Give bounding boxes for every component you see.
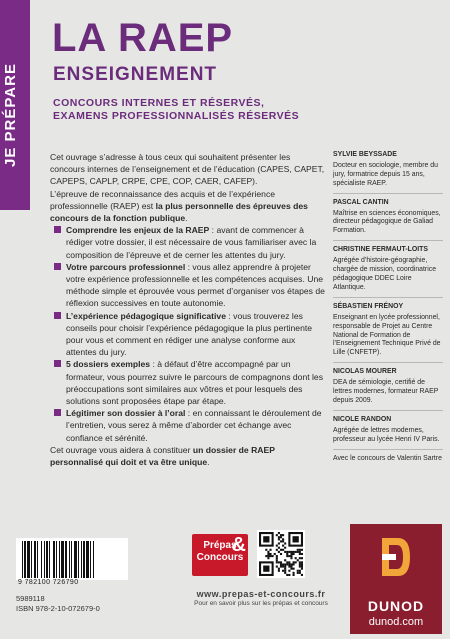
author-name: NICOLE RANDON — [333, 415, 392, 423]
feature-list — [50, 224, 325, 444]
outro-text-start: Cet ouvrage vous aidera à constituer — [50, 444, 193, 455]
author-bio: Agrégée d’histoire-géographie, chargée de mission, coordinatrice pédagogique DDEC Loire Atlantique. — [333, 257, 437, 291]
author-entry — [333, 246, 443, 293]
publisher-name: DUNOD — [367, 598, 425, 614]
feature-text: : vous allez apprendre à projeter votre expérience professionnelle et les compétences acquises. Une méthode simple et éprouvée vous permet d’organiser vos étapes de réflexion successives en toute autonomie. — [66, 261, 325, 309]
book-subtitle: ENSEIGNEMENT — [53, 64, 218, 85]
prepas-logo-line1: Prépas — [203, 540, 237, 551]
feature-item — [50, 224, 325, 261]
raep-text-end: . — [185, 213, 188, 224]
publisher-logo — [350, 524, 442, 634]
feature-item — [50, 261, 325, 310]
feature-title: Légitimer son dossier à l’oral — [66, 408, 186, 419]
author-divider — [333, 449, 443, 450]
author-divider — [333, 410, 443, 411]
book-tagline — [53, 97, 299, 123]
qr-code-modules — [257, 530, 305, 578]
author-bio: Enseignant en lycée professionnel, responsable de Projet au Centre National de Formation de l’Enseignement Technique Privé de Lille (CNFETP). — [333, 313, 441, 357]
author-name: SYLVIE BEYSSADE — [333, 151, 397, 158]
raep-text-bold: la plus personnelle des épreuves des concours de la fonction publique — [50, 200, 308, 224]
feature-title: Votre parcours professionnel — [66, 261, 186, 272]
prepas-logo-ampersand: & — [231, 534, 246, 556]
author-name: NICOLAS MOURER — [333, 368, 397, 376]
authors-column — [333, 151, 443, 467]
barcode-number: 9 782100 726790 — [18, 579, 79, 586]
barcode — [16, 538, 128, 580]
bullet-square-icon — [54, 312, 61, 319]
author-name: PASCAL CANTIN — [333, 198, 389, 206]
author-bio: Docteur en sociologie, membre du jury, formatrice depuis 15 ans, spécialiste RAEP. — [333, 161, 438, 187]
book-ref: 5989118 — [16, 594, 45, 603]
author-entry — [333, 416, 443, 445]
bullet-square-icon — [54, 226, 61, 233]
raep-paragraph — [50, 188, 325, 225]
author-divider — [333, 240, 443, 241]
feature-item — [50, 358, 325, 407]
description — [50, 151, 325, 468]
author-name: CHRISTINE FERMAUT-LOITS — [333, 246, 428, 254]
raep-text-start: L’épreuve de reconnaissance des acquis et de l’expérience professionnelle (RAEP) est — [50, 188, 276, 211]
feature-text: : avant de commencer à rédiger votre dossier, il est nécessaire de vous familiariser avec la composition de l’épreuve et de cerner les attentes du jury. — [66, 225, 317, 260]
contributor-note: Avec le concours de Valentin Sartre — [333, 454, 442, 462]
book-title: LA RAEP — [52, 16, 234, 60]
qr-code — [257, 530, 305, 578]
feature-item — [50, 310, 325, 359]
intro-paragraph: Cet ouvrage s’adresse à tous ceux qui souhaitent présenter les concours internes de l’enseignement et de l’éducation (CAPES, CAPET, CAPEPS, CAPLP, CRPE, CPE, COP, CAER, CAFEP). — [50, 152, 325, 187]
website-link[interactable]: www.prepas-et-concours.fr — [196, 589, 326, 599]
feature-text: : à défaut d’être accompagné par un formateur, vous pourrez suivre le parcours de compagnons dont les préoccupations sont similaires aux vôtres et pour lesquels des solutions sont proposées étape par étape. — [66, 359, 323, 407]
tagline-line-2: EXAMENS PROFESSIONNALISÉS RÉSERVÉS — [53, 110, 300, 122]
author-name: SÉBASTIEN FRÉNOY — [333, 302, 404, 310]
isbn: ISBN 978-2-10-072679-0 — [16, 604, 100, 613]
outro-text-end: . — [207, 457, 210, 468]
author-bio: DEA de sémiologie, certifié de lettres modernes, formateur RAEP depuis 2009. — [333, 379, 439, 404]
author-divider — [333, 193, 443, 194]
series-sidebar — [0, 0, 30, 210]
author-divider — [333, 362, 443, 363]
bullet-square-icon — [54, 409, 61, 416]
bullet-square-icon — [54, 360, 61, 367]
outro-paragraph — [50, 444, 325, 468]
book-identifiers — [16, 594, 100, 614]
bullet-square-icon — [54, 263, 61, 270]
website-caption: Pour en savoir plus sur les prépas et concours — [194, 600, 328, 607]
outro-text-bold: un dossier de RAEP personnalisé qui doit et va être unique — [50, 444, 275, 468]
author-entry — [333, 303, 443, 358]
prepas-concours-logo — [192, 534, 248, 576]
author-divider — [333, 297, 443, 298]
author-entry — [333, 151, 443, 189]
feature-title: L’expérience pédagogique significative — [66, 310, 226, 321]
author-entry — [333, 199, 443, 237]
website-block — [186, 589, 336, 607]
author-bio: Maîtrise en sciences économiques, directeur pédagogique de Galiad Formation. — [333, 209, 441, 235]
publisher-url[interactable]: dunod.com — [368, 616, 424, 628]
feature-title: 5 dossiers exemples — [66, 359, 151, 370]
feature-item — [50, 407, 325, 444]
tagline-line-1: CONCOURS INTERNES ET RÉSERVÉS, — [53, 97, 265, 109]
author-bio: Agrégée de lettres modernes, professeur au lycée Henri IV Paris. — [333, 426, 440, 443]
feature-title: Comprendre les enjeux de la RAEP — [66, 225, 210, 236]
feature-text: : vous trouverez les conseils pour choisir l’expérience pédagogique la plus pertinente pour vous et comment en rédiger une analyse conforme aux attentes du jury. — [66, 310, 313, 358]
dunod-emblem-icon — [378, 534, 414, 580]
barcode-bars — [16, 538, 128, 580]
prepas-logo-line2: Concours — [196, 552, 244, 563]
author-entry — [333, 368, 443, 406]
feature-text: : en connaissant le déroulement de l’entretien, vous serez à même d’aborder cet échange avec confiance et sérénité. — [66, 408, 322, 443]
series-label: JE PRÉPARE — [2, 63, 19, 167]
